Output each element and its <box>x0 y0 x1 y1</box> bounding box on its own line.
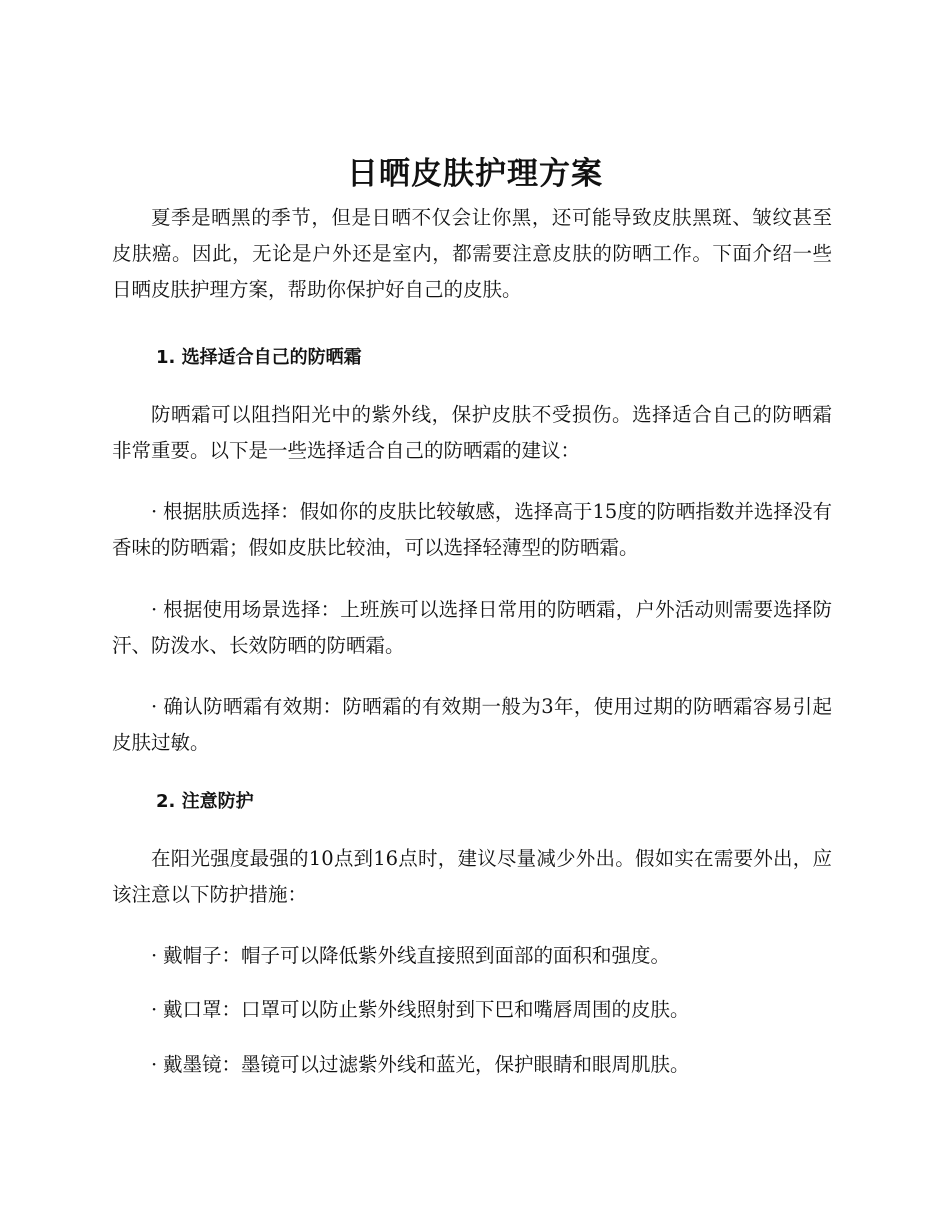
section-2-paragraph: 在阳光强度最强的10点到16点时，建议尽量减少外出。假如实在需要外出，应该注意以下防护措施： <box>112 847 832 906</box>
list-item-text: 戴墨镜：墨镜可以过滤紫外线和蓝光，保护眼睛和眼周肌肤。 <box>163 1053 690 1076</box>
bullet-icon: · <box>151 598 158 621</box>
list-item <box>112 938 832 974</box>
list-item-text: 戴帽子：帽子可以降低紫外线直接照到面部的面积和强度。 <box>163 944 671 967</box>
list-item <box>112 689 832 761</box>
page-title: 日晒皮肤护理方案 <box>347 156 603 192</box>
list-item-text: 根据使用场景选择：上班族可以选择日常用的防晒霜，户外活动则需要选择防汗、防泼水、长效防晒的防晒霜。 <box>112 598 832 657</box>
list-item <box>112 1047 832 1083</box>
intro-paragraph: 夏季是晒黑的季节，但是日晒不仅会让你黑，还可能导致皮肤黑斑、皱纹甚至皮肤癌。因此，无论是户外还是室内，都需要注意皮肤的防晒工作。下面介绍一些日晒皮肤护理方案，帮助你保护好自己的皮肤。 <box>112 206 832 301</box>
bullet-icon: · <box>151 500 158 523</box>
list-item <box>112 992 832 1028</box>
section-heading-1: 1. 选择适合自己的防晒霜 <box>156 347 362 368</box>
list-item <box>112 494 832 566</box>
bullet-icon: · <box>151 998 158 1021</box>
bullet-icon: · <box>151 1053 158 1076</box>
bullet-icon: · <box>151 944 158 967</box>
section-heading-2: 2. 注意防护 <box>156 791 254 812</box>
list-item-text: 根据肤质选择：假如你的皮肤比较敏感，选择高于15度的防晒指数并选择没有香味的防晒霜；假如皮肤比较油，可以选择轻薄型的防晒霜。 <box>112 500 832 559</box>
bullet-icon: · <box>151 695 158 718</box>
list-item <box>112 592 832 664</box>
section-1-paragraph: 防晒霜可以阻挡阳光中的紫外线，保护皮肤不受损伤。选择适合自己的防晒霜非常重要。以下是一些选择适合自己的防晒霜的建议： <box>112 403 832 462</box>
list-item-text: 戴口罩：口罩可以防止紫外线照射到下巴和嘴唇周围的皮肤。 <box>163 998 690 1021</box>
list-item-text: 确认防晒霜有效期：防晒霜的有效期一般为3年，使用过期的防晒霜容易引起皮肤过敏。 <box>112 695 832 754</box>
